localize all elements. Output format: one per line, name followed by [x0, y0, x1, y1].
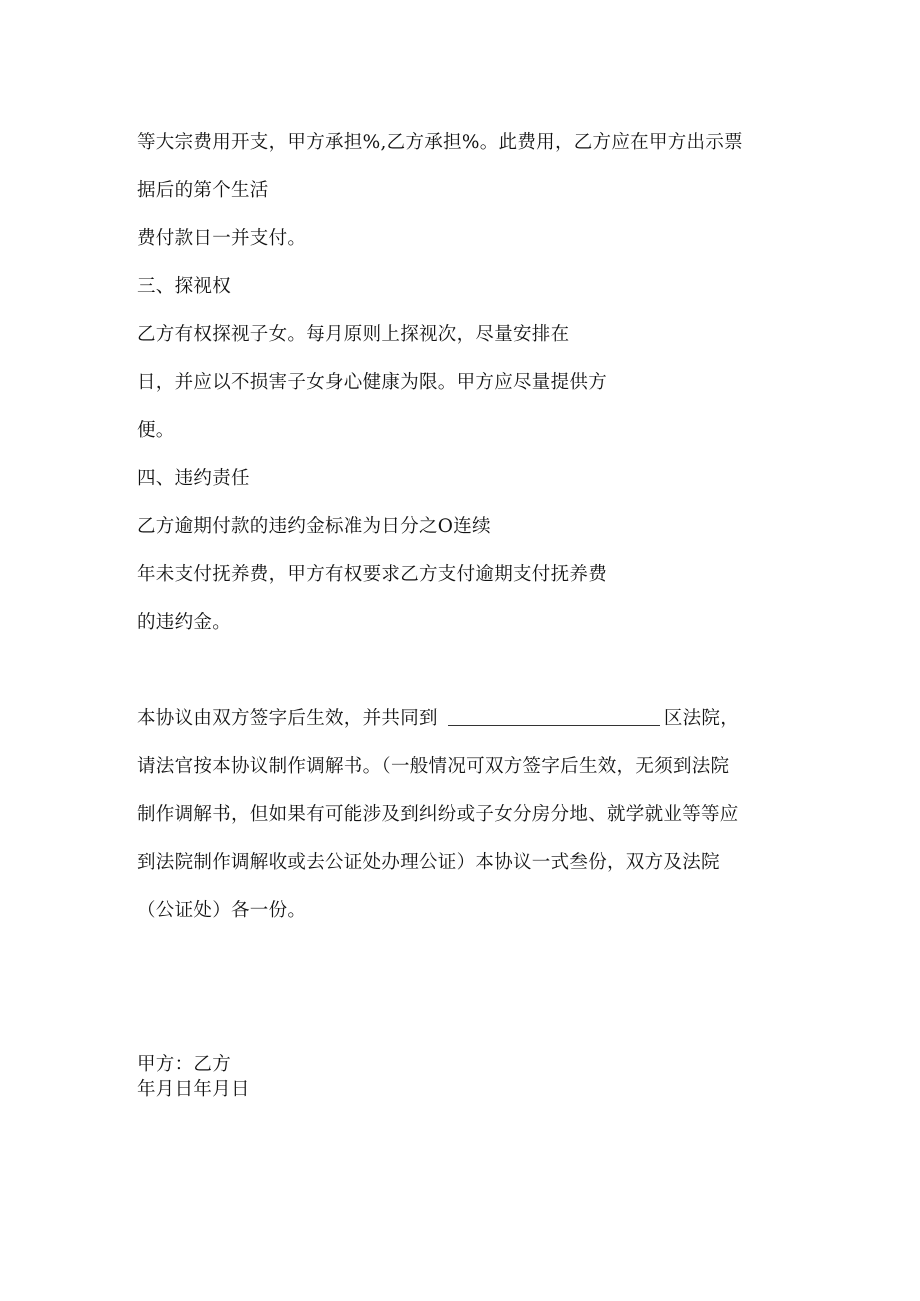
liability-heading: 四、违约责任: [137, 468, 250, 489]
signature-dates: 年月日年月日: [137, 1079, 250, 1100]
visitation-heading: 三、探视权: [137, 276, 232, 297]
effect-line-4: 到法院制作调解收或去公证处办理公证）本协议一式叁份，双方及法院: [137, 852, 720, 873]
court-name-blank[interactable]: [448, 707, 660, 726]
effect-line-3: 制作调解书，但如果有可能涉及到纠纷或子女分房分地、就学就业等等应: [137, 804, 739, 825]
visitation-line-1: 乙方有权探视子女。每月原则上探视次，尽量安排在: [137, 324, 570, 345]
effect-line-2: 请法官按本协议制作调解书。（一般情况可双方签字后生效，无须到法院: [137, 756, 730, 777]
visitation-line-2: 日，并应以不损害子女身心健康为限。甲方应尽量提供方: [137, 372, 608, 393]
liability-line-2: 年未支付抚养费，甲方有权要求乙方支付逾期支付抚养费: [137, 564, 608, 585]
signature-parties: 甲方：乙方: [137, 1054, 232, 1075]
child-support-line-1: 等大宗费用开支，甲方承担%,乙方承担%。此费用，乙方应在甲方出示票: [137, 132, 743, 153]
effect-line-1-after-blank: 区法院，: [663, 708, 740, 729]
effect-line-1: [137, 707, 739, 731]
effect-line-1-before-blank: 本协议由双方签字后生效，并共同到: [137, 708, 438, 729]
child-support-line-2: 据后的第个生活: [137, 180, 269, 201]
liability-line-3: 的违约金。: [137, 612, 232, 633]
visitation-line-3: 便。: [137, 420, 175, 441]
liability-line-1: 乙方逾期付款的违约金标准为日分之O连续: [137, 516, 491, 537]
child-support-line-3: 费付款日一并支付。: [137, 228, 307, 249]
effect-line-5: （公证处）各一份。: [137, 900, 307, 921]
